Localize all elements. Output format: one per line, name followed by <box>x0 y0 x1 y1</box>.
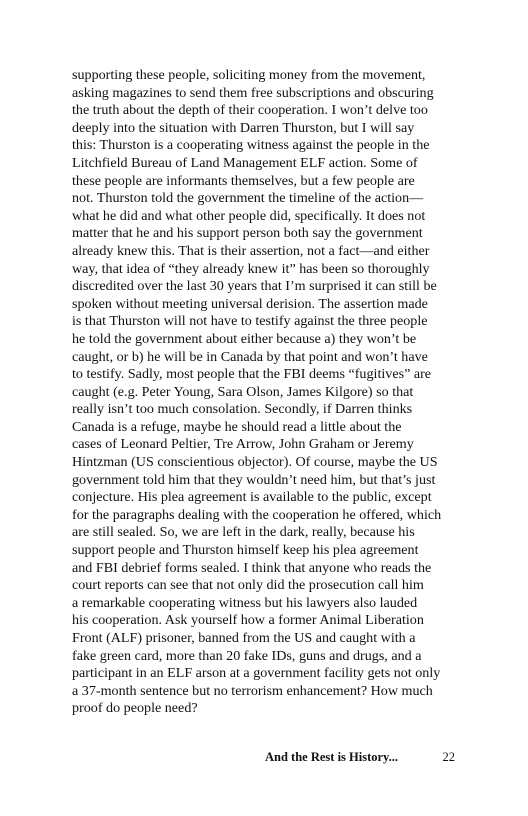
text-line: caught (e.g. Peter Young, Sara Olson, James Kilgore) so that <box>72 383 414 400</box>
text-line: for the paragraphs dealing with the cooperation he offered, which <box>72 506 442 523</box>
text-line: a 37-month sentence but no terrorism enhancement? How much <box>72 682 433 699</box>
text-line: deeply into the situation with Darren Thurston, but I will say <box>72 119 415 136</box>
text-line: court reports can see that not only did the prosecution call him <box>72 577 424 594</box>
text-line: way, that idea of “they already knew it” has been so thoroughly <box>72 260 430 277</box>
text-line: and FBI debrief forms sealed. I think that anyone who reads the <box>72 559 432 576</box>
text-line: supporting these people, soliciting money from the movement, <box>72 67 426 83</box>
text-line: his cooperation. Ask yourself how a former Animal Liberation <box>72 612 424 629</box>
text-line: this: Thurston is a cooperating witness against the people in the <box>72 137 430 154</box>
text-line: Litchfield Bureau of Land Management ELF action. Some of <box>72 154 418 171</box>
text-line: spoken without meeting universal derision. The assertion made <box>72 295 428 312</box>
text-line: asking magazines to send them free subscriptions and obscuring <box>72 84 434 101</box>
text-line: participant in an ELF arson at a government facility gets not only <box>72 665 441 682</box>
text-line: not. Thurston told the government the timeline of the action— <box>72 190 424 207</box>
text-line: a remarkable cooperating witness but his lawyers also lauded <box>72 594 418 611</box>
page-number: 22 <box>442 750 455 764</box>
text-line: matter that he and his support person both say the government <box>72 225 423 242</box>
text-line: cases of Leonard Peltier, Tre Arrow, John Graham or Jeremy <box>72 436 414 453</box>
text-line: really isn’t too much consolation. Secondly, if Darren thinks <box>72 401 413 418</box>
text-line: what he did and what other people did, specifically. It does not <box>72 207 426 224</box>
text-line: Hintzman (US conscientious objector). Of course, maybe the US <box>72 454 438 471</box>
running-title: And the Rest is History... <box>265 750 398 764</box>
page-footer <box>0 750 528 768</box>
text-line: caught, or b) he will be in Canada by that point and won’t have <box>72 348 428 365</box>
text-line: proof do people need? <box>72 700 198 717</box>
text-line: government told him that they wouldn’t need him, but that’s just <box>72 471 436 488</box>
text-line: already knew this. That is their assertion, not a fact—and either <box>72 242 430 259</box>
text-line: to testify. Sadly, most people that the FBI deems “fugitives” are <box>72 366 432 383</box>
text-line: Canada is a refuge, maybe he should read a little about the <box>72 418 402 435</box>
text-line: he told the government about either because a) they won’t be <box>72 330 417 347</box>
text-line: discredited over the last 30 years that I’m surprised it can still be <box>72 278 437 295</box>
text-line: are still sealed. So, we are left in the dark, really, because his <box>72 524 415 541</box>
text-line: is that Thurston will not have to testify against the three people <box>72 313 428 330</box>
text-line: these people are informants themselves, but a few people are <box>72 172 415 189</box>
body-text <box>72 67 462 718</box>
text-line: the truth about the depth of their cooperation. I won’t delve too <box>72 102 428 119</box>
text-line: conjecture. His plea agreement is available to the public, except <box>72 489 432 506</box>
text-line: Front (ALF) prisoner, banned from the US and caught with a <box>72 630 416 646</box>
text-line: fake green card, more than 20 fake IDs, guns and drugs, and a <box>72 647 422 664</box>
text-line: support people and Thurston himself keep his plea agreement <box>72 542 419 559</box>
